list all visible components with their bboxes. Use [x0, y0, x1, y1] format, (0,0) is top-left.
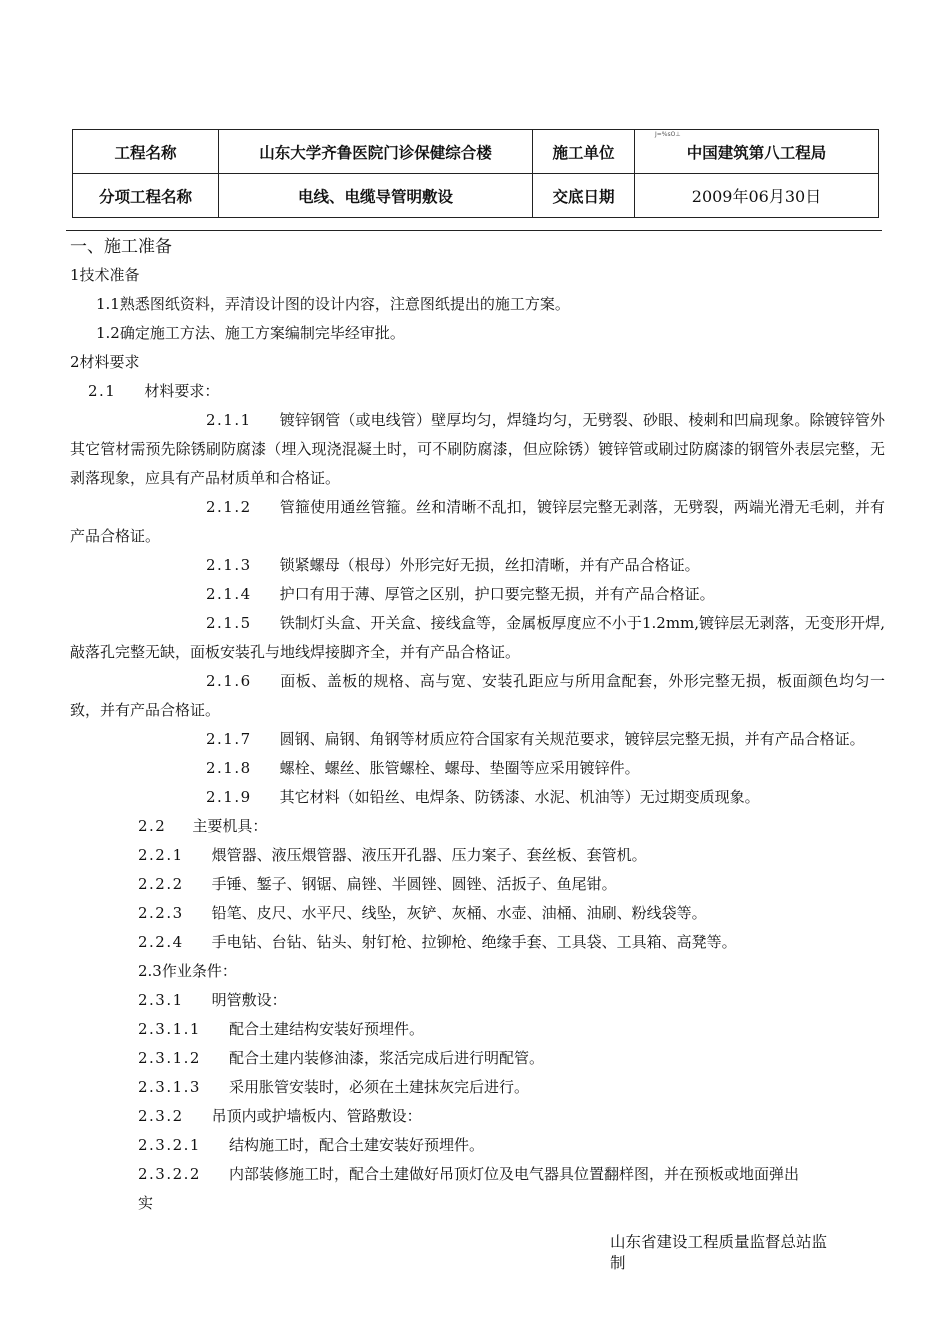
- document-body: [70, 234, 885, 1218]
- contractor: 中国建筑第八工程局: [686, 143, 827, 162]
- contractor-label: 施工单位: [533, 130, 635, 174]
- item-number: 2.2.4: [138, 933, 184, 951]
- section-heading: 一、施工准备: [70, 237, 172, 257]
- item-number: 2.3.1.1: [138, 1020, 201, 1038]
- paragraph-2-1: [70, 377, 885, 406]
- item-2-1-1: [70, 406, 885, 493]
- project-name: 山东大学齐鲁医院门诊保健综合楼: [219, 130, 533, 174]
- item-number: 2.3.1: [138, 991, 184, 1009]
- item-number: 2.1.9: [206, 788, 252, 806]
- condition-2-3-1: [70, 986, 885, 1015]
- item-2-1-2: [70, 493, 885, 551]
- paragraph-2-2: [70, 812, 885, 841]
- footer-supervisor: [610, 1232, 880, 1274]
- item-number: 2.1.5: [206, 614, 252, 632]
- header-row-2: [73, 174, 879, 218]
- paragraph-1-1: 1.1熟悉图纸资料，弄清设计图的设计内容，注意图纸提出的施工方案。: [96, 295, 570, 313]
- contractor-note: J=%sO⊥: [655, 131, 681, 138]
- tool-2-2-1: [70, 841, 885, 870]
- item-2-1-7: [70, 725, 885, 754]
- date-label: 交底日期: [533, 174, 635, 218]
- paragraph-1-2: 1.2确定施工方法、施工方案编制完毕经审批。: [96, 324, 405, 342]
- footer-line-1: 山东省建设工程质量监督总站监: [610, 1233, 828, 1251]
- paragraph-2-3: 2.3作业条件：: [138, 962, 237, 980]
- item-2-1-9: [70, 783, 885, 812]
- item-text: 其它材料（如铅丝、电焊条、防锈漆、水泥、机油等）无过期变质现象。: [279, 788, 760, 806]
- item-number: 2.1.4: [206, 585, 252, 603]
- item-text: 铅笔、皮尺、水平尺、线坠，灰铲、灰桶、水壶、油桶、油刷、粉线袋等。: [211, 904, 707, 922]
- item-text: 手电钻、台钻、钻头、射钉枪、拉铆枪、绝缘手套、工具袋、工具箱、高凳等。: [211, 933, 737, 951]
- item-text: 配合土建结构安装好预埋件。: [228, 1020, 424, 1038]
- item-number: 2.1.6: [206, 672, 252, 690]
- item-number: 2.1.2: [206, 498, 252, 516]
- item-number: 2.3.2.1: [138, 1136, 201, 1154]
- condition-continuation: 实: [138, 1194, 154, 1212]
- item-2-1-4: [70, 580, 885, 609]
- tool-2-2-2: [70, 870, 885, 899]
- item-number: 2.3.2: [138, 1107, 184, 1125]
- item-2-1-3: [70, 551, 885, 580]
- item-text: 锁紧螺母（根母）外形完好无损，丝扣清晰，并有产品合格证。: [279, 556, 700, 574]
- item-text: 主要机具：: [192, 817, 268, 835]
- disclosure-date: 2009年06月30日: [635, 174, 879, 218]
- subproject-label: 分项工程名称: [73, 174, 219, 218]
- project-name-label: 工程名称: [73, 130, 219, 174]
- item-2-1-8: [70, 754, 885, 783]
- item-number: 2.1.3: [206, 556, 252, 574]
- item-text: 吊顶内或护墙板内、管路敷设：: [211, 1107, 422, 1125]
- item-text: 铁制灯头盒、开关盒、接线盒等，金属板厚度应不小于1.2mm,镀锌层无剥落，无变形开焊,敲落孔完整无缺，面板安装孔与地线焊接脚齐全，并有产品合格证。: [70, 614, 885, 661]
- item-2-1-6: [70, 667, 885, 725]
- item-number: 2.3.1.3: [138, 1078, 201, 1096]
- item-text: 配合土建内装修油漆，浆活完成后进行明配管。: [228, 1049, 544, 1067]
- subproject: 电线、电缆导管明敷设: [219, 174, 533, 218]
- item-text: 材料要求：: [144, 382, 220, 400]
- item-text: 手锤、錾子、钢锯、扁锉、半圆锉、圆锉、活扳子、鱼尾钳。: [211, 875, 617, 893]
- item-text: 圆钢、扁钢、角钢等材质应符合国家有关规范要求，镀锌层完整无损，并有产品合格证。: [279, 730, 865, 748]
- item-number: 2.1.7: [206, 730, 252, 748]
- condition-2-3-1-2: [70, 1044, 885, 1073]
- condition-2-3-2-2: [70, 1160, 885, 1189]
- item-text: 采用胀管安装时，必须在土建抹灰完后进行。: [228, 1078, 529, 1096]
- item-text: 管箍使用通丝管箍。丝和清晰不乱扣，镀锌层完整无剥落，无劈裂，两端光滑无毛刺，并有产品合格证。: [70, 498, 885, 545]
- item-2-1-5: [70, 609, 885, 667]
- item-text: 护口有用于薄、厚管之区别，护口要完整无损，并有产品合格证。: [279, 585, 715, 603]
- footer-line-2: 制: [610, 1254, 626, 1272]
- subsection-heading-materials: 2材料要求: [70, 353, 140, 371]
- header-row-1: [73, 130, 879, 174]
- item-text: 煨管器、液压煨管器、液压开孔器、压力案子、套丝板、套管机。: [211, 846, 647, 864]
- item-text: 面板、盖板的规格、高与宽、安装孔距应与所用盒配套，外形完整无损，板面颜色均匀一致，并有产品合格证。: [70, 672, 885, 719]
- tool-2-2-4: [70, 928, 885, 957]
- item-number: 2.2: [138, 817, 167, 835]
- item-number: 2.1.8: [206, 759, 252, 777]
- item-number: 2.2.1: [138, 846, 184, 864]
- item-text: 螺栓、螺丝、胀管螺栓、螺母、垫圈等应采用镀锌件。: [279, 759, 640, 777]
- condition-2-3-2: [70, 1102, 885, 1131]
- header-table: [72, 129, 879, 218]
- item-text: 内部装修施工时，配合土建做好吊顶灯位及电气器具位置翻样图，并在预板或地面弹出: [228, 1165, 799, 1183]
- item-number: 2.2.3: [138, 904, 184, 922]
- condition-2-3-1-3: [70, 1073, 885, 1102]
- condition-2-3-1-1: [70, 1015, 885, 1044]
- item-number: 2.1.1: [206, 411, 252, 429]
- subsection-heading-technical: 1技术准备: [70, 266, 140, 284]
- tool-2-2-3: [70, 899, 885, 928]
- item-number: 2.1: [88, 382, 117, 400]
- item-text: 结构施工时，配合土建安装好预埋件。: [228, 1136, 484, 1154]
- item-number: 2.2.2: [138, 875, 184, 893]
- condition-2-3-2-1: [70, 1131, 885, 1160]
- item-number: 2.3.2.2: [138, 1165, 201, 1183]
- item-number: 2.3.1.2: [138, 1049, 201, 1067]
- item-text: 镀锌钢管（或电线管）壁厚均匀，焊缝均匀，无劈裂、砂眼、棱刺和凹扁现象。除镀锌管外其它管材需预先除锈刷防腐漆（埋入现浇混凝土时，可不刷防腐漆，但应除锈）镀锌管或刷过防腐漆的钢管外表层完整，无剥落现象，应具有产品材质单和合格证。: [70, 411, 885, 487]
- separator-rule: [66, 230, 882, 231]
- item-text: 明管敷设：: [211, 991, 287, 1009]
- contractor-cell: [635, 130, 879, 174]
